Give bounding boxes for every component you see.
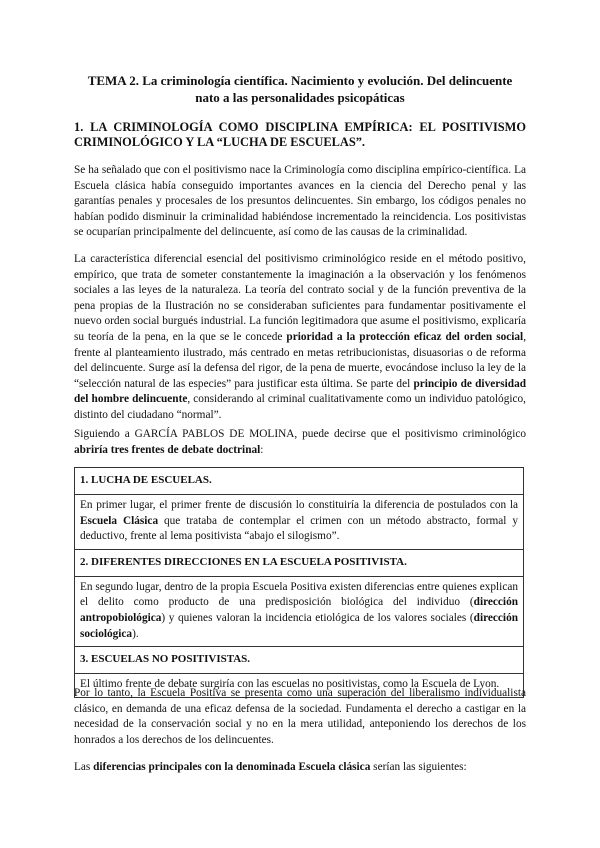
front-3-title: 3. ESCUELAS NO POSITIVISTAS. bbox=[80, 653, 251, 666]
paragraph-4: Por lo tanto, la Escuela Positiva se presenta como una superación del liberalismo individualista clásico, en demanda de una eficaz defensa de la sociedad. Fundamenta el derecho a castigar en la necesidad de la conservación social y no en la mera utilidad, anteponiendo los derechos de los honrados a los derechos de los delincuentes. bbox=[74, 687, 526, 746]
front-1-text-a: En primer lugar, el primer frente de discusión lo constituiría la diferencia de postulados con la bbox=[80, 499, 518, 511]
paragraph-5-text-c: serían las siguientes: bbox=[370, 761, 467, 773]
paragraph-2-text-a: La característica diferencial esencial del positivismo criminológico reside en el método positivo, empírico, que trata de someter constantemente la imaginación a la observación y los fenómenos sociales a las leyes de la naturaleza. La teoría del contrato social y de la función preventiva de la pena propias de la Ilustración no se consideraban suficientes para fundamentar positivamente el nuevo orden social burgués industrial. La función legitimadora que asume el positivismo, explicaría su teoría de la pena, en la que se le concede bbox=[74, 253, 526, 343]
paragraph-5-text-a: Las bbox=[74, 761, 94, 773]
paragraph-5-bold: diferencias principales con la denominada Escuela clásica bbox=[93, 761, 371, 773]
paragraph-2-bold-1: prioridad a la protección eficaz del orden social bbox=[286, 330, 524, 343]
paragraph-3-text-a: Siguiendo a GARCÍA PABLOS DE MOLINA, puede decirse que el positivismo criminológico bbox=[74, 428, 526, 440]
front-2-text-a: En segundo lugar, dentro de la propia Escuela Positiva existen diferencias entre quienes explican el delito como producto de una predisposición biológica del individuo ( bbox=[80, 580, 518, 609]
paragraph-2-bold-2: principio de diversidad del hombre delincuente bbox=[74, 377, 526, 406]
debate-fronts-table bbox=[74, 467, 524, 698]
front-2-text-c: ) y quienes valoran la incidencia etiológica de los valores sociales ( bbox=[161, 611, 474, 624]
paragraph-3-bold: abriría tres frentes de debate doctrinal bbox=[74, 443, 261, 456]
front-2-text bbox=[80, 580, 518, 642]
table-row-title-1 bbox=[75, 468, 523, 495]
front-2-title: 2. DIFERENTES DIRECCIONES EN LA ESCUELA POSITIVISTA. bbox=[80, 555, 407, 568]
document-title: TEMA 2. La criminología científica. Nacimiento y evolución. Del delincuente nato a las personalidades psicopáticas bbox=[87, 73, 513, 105]
table-row-text-2 bbox=[75, 577, 523, 647]
table-row-title-2 bbox=[75, 550, 523, 577]
paragraph-2-text-d: , considerando al criminal cualitativamente como un individuo patológico, distinto del ciudadano “normal”. bbox=[74, 393, 526, 421]
paragraph-1: Se ha señalado que con el positivismo nace la Criminología como disciplina empírico-científica. La Escuela clásica había conseguido importantes avances en la ciencia del Derecho penal y las garantías penales y procesales de los presuntos delincuentes. Sin embargo, los códigos penales no habían podido disminuir la criminalidad habiéndose incrementado la reincidencia. Los positivistas se ocuparían principalmente del delincuente, así como de las causas de la criminalidad. bbox=[74, 164, 526, 239]
front-3-text: El último frente de debate surgiría con las escuelas no positivistas, como la Escuela de Lyon. bbox=[80, 678, 500, 691]
section-heading: 1. LA CRIMINOLOGÍA COMO DISCIPLINA EMPÍRICA: EL POSITIVISMO CRIMINOLÓGICO Y LA “LUCHA DE ESCUELAS”. bbox=[74, 120, 526, 149]
front-1-title: 1. LUCHA DE ESCUELAS. bbox=[80, 474, 212, 486]
table-row-text-1 bbox=[75, 495, 523, 550]
paragraph-2-text-c: , frente al planteamiento ilustrado, más centrado en metas retribucionistas, disuasorias o de reforma del delincuente. Surge así la defensa del rigor, de la pena de muerte, evocándose incluso la ley de la “selección natural de las especies” para justificar esta última. Se parte del bbox=[74, 330, 527, 390]
front-1-bold: Escuela Clásica bbox=[80, 514, 159, 527]
table-row-title-3 bbox=[75, 647, 523, 674]
front-2-bold-2: dirección sociológica bbox=[80, 611, 518, 640]
front-1-text-c: que trataba de contemplar el crimen con un método abstracto, formal y deductivo, frente al lema positivista “abajo el silogismo”. bbox=[80, 514, 518, 543]
paragraph-2 bbox=[74, 252, 526, 424]
paragraph-3 bbox=[74, 427, 526, 458]
paragraph-3-text-c: : bbox=[260, 443, 264, 456]
front-2-text-e: ). bbox=[132, 627, 139, 640]
front-2-bold-1: dirección antropobiológica bbox=[80, 596, 518, 624]
front-1-text bbox=[80, 498, 518, 545]
paragraph-5 bbox=[74, 760, 526, 776]
